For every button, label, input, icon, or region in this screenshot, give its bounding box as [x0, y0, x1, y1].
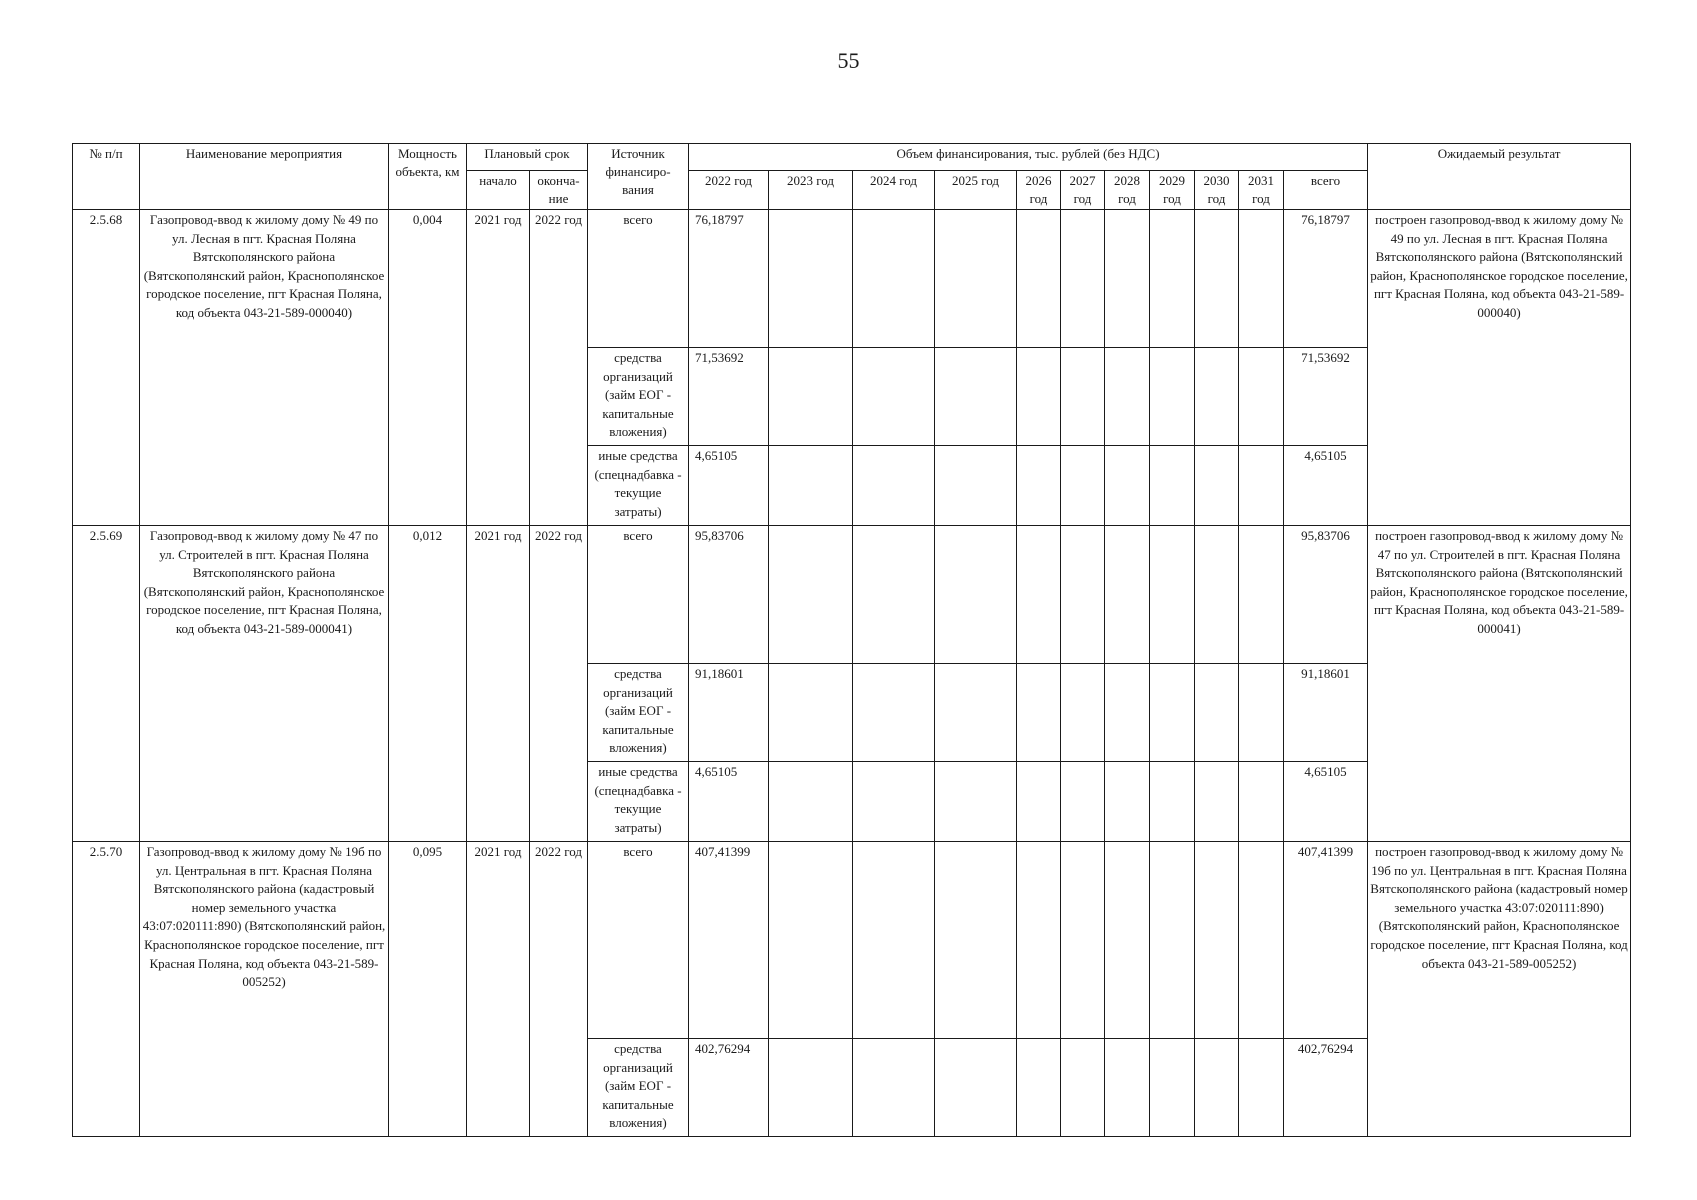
value-total: 91,18601	[1284, 664, 1368, 762]
value-total: 407,41399	[1284, 842, 1368, 1039]
row-power: 0,095	[389, 842, 467, 1137]
row-end: 2022 год	[530, 842, 588, 1137]
header-year-2028: 2028 год	[1105, 171, 1150, 210]
row-start: 2021 год	[467, 526, 530, 842]
header-name: Наименование мероприятия	[140, 144, 389, 210]
source-label: средства организаций (займ ЕОГ - капитальные вложения)	[588, 664, 689, 762]
value-2022: 91,18601	[689, 664, 769, 762]
header-year-2023: 2023 год	[769, 171, 853, 210]
row-name: Газопровод-ввод к жилому дому № 19б по ул. Центральная в пгт. Красная Поляна Вятскополянского района (кадастровый номер земельного участка 43:07:020111:890) (Вятскополянский район, Краснополянское городское поселение, пгт Красная Поляна, код объекта 043-21-589-005252)	[140, 842, 389, 1137]
row-power: 0,004	[389, 210, 467, 526]
value-total: 95,83706	[1284, 526, 1368, 664]
header-source: Источник финансиро-вания	[588, 144, 689, 210]
source-label: всего	[588, 842, 689, 1039]
row-result: построен газопровод-ввод к жилому дому № 49 по ул. Лесная в пгт. Красная Поляна Вятскополянского района (Вятскополянский район, Краснополянское городское поселение, пгт Красная Поляна, код объекта 043-21-589-000040)	[1368, 210, 1631, 526]
header-year-2025: 2025 год	[935, 171, 1017, 210]
value-total: 4,65105	[1284, 762, 1368, 842]
row-end: 2022 год	[530, 526, 588, 842]
value-total: 76,18797	[1284, 210, 1368, 348]
row-name: Газопровод-ввод к жилому дому № 47 по ул. Строителей в пгт. Красная Поляна Вятскополянского района (Вятскополянский район, Краснополянское городское поселение, пгт Красная Поляна, код объекта 043-21-589-000041)	[140, 526, 389, 842]
header-end: оконча-ние	[530, 171, 588, 210]
header-year-2029: 2029 год	[1150, 171, 1195, 210]
source-label: средства организаций (займ ЕОГ - капитальные вложения)	[588, 1039, 689, 1137]
value-2022: 71,53692	[689, 348, 769, 446]
row-result: построен газопровод-ввод к жилому дому № 47 по ул. Строителей в пгт. Красная Поляна Вятскополянского района (Вятскополянский район, Краснополянское городское поселение, пгт Красная Поляна, код объекта 043-21-589-000041)	[1368, 526, 1631, 842]
row-num: 2.5.68	[73, 210, 140, 526]
source-label: всего	[588, 526, 689, 664]
header-start: начало	[467, 171, 530, 210]
value-total: 71,53692	[1284, 348, 1368, 446]
source-label: средства организаций (займ ЕОГ - капитальные вложения)	[588, 348, 689, 446]
value-2022: 4,65105	[689, 762, 769, 842]
value-2022: 407,41399	[689, 842, 769, 1039]
page-number: 55	[837, 48, 860, 73]
row-start: 2021 год	[467, 842, 530, 1137]
source-label: иные средства (спецнадбавка - текущие затраты)	[588, 446, 689, 526]
row-num: 2.5.69	[73, 526, 140, 842]
table-row	[73, 526, 1631, 664]
header-year-2031: 2031 год	[1239, 171, 1284, 210]
value-2022: 4,65105	[689, 446, 769, 526]
header-year-2022: 2022 год	[689, 171, 769, 210]
value-2022: 402,76294	[689, 1039, 769, 1137]
header-year-2027: 2027 год	[1061, 171, 1105, 210]
row-num: 2.5.70	[73, 842, 140, 1137]
value-2022: 95,83706	[689, 526, 769, 664]
header-volume: Объем финансирования, тыс. рублей (без НДС)	[689, 144, 1368, 171]
header-period: Плановый срок	[467, 144, 588, 171]
value-2022: 76,18797	[689, 210, 769, 348]
value-total: 402,76294	[1284, 1039, 1368, 1137]
financing-table	[72, 143, 1631, 1137]
header-year-2030: 2030 год	[1195, 171, 1239, 210]
row-result: построен газопровод-ввод к жилому дому № 19б по ул. Центральная в пгт. Красная Поляна Вятскополянского района (кадастровый номер земельного участка 43:07:020111:890) (Вятскополянский район, Краснополянское городское поселение, пгт Красная Поляна, код объекта 043-21-589-005252)	[1368, 842, 1631, 1137]
row-power: 0,012	[389, 526, 467, 842]
row-start: 2021 год	[467, 210, 530, 526]
row-end: 2022 год	[530, 210, 588, 526]
header-year-2024: 2024 год	[853, 171, 935, 210]
header-total: всего	[1284, 171, 1368, 210]
value-total: 4,65105	[1284, 446, 1368, 526]
table-row	[73, 842, 1631, 1039]
source-label: иные средства (спецнадбавка - текущие затраты)	[588, 762, 689, 842]
header-power: Мощность объекта, км	[389, 144, 467, 210]
header-num: № п/п	[73, 144, 140, 210]
table-row	[73, 210, 1631, 348]
header-result: Ожидаемый результат	[1368, 144, 1631, 210]
row-name: Газопровод-ввод к жилому дому № 49 по ул. Лесная в пгт. Красная Поляна Вятскополянского района (Вятскополянский район, Краснополянское городское поселение, пгт Красная Поляна, код объекта 043-21-589-000040)	[140, 210, 389, 526]
header-year-2026: 2026 год	[1017, 171, 1061, 210]
source-label: всего	[588, 210, 689, 348]
